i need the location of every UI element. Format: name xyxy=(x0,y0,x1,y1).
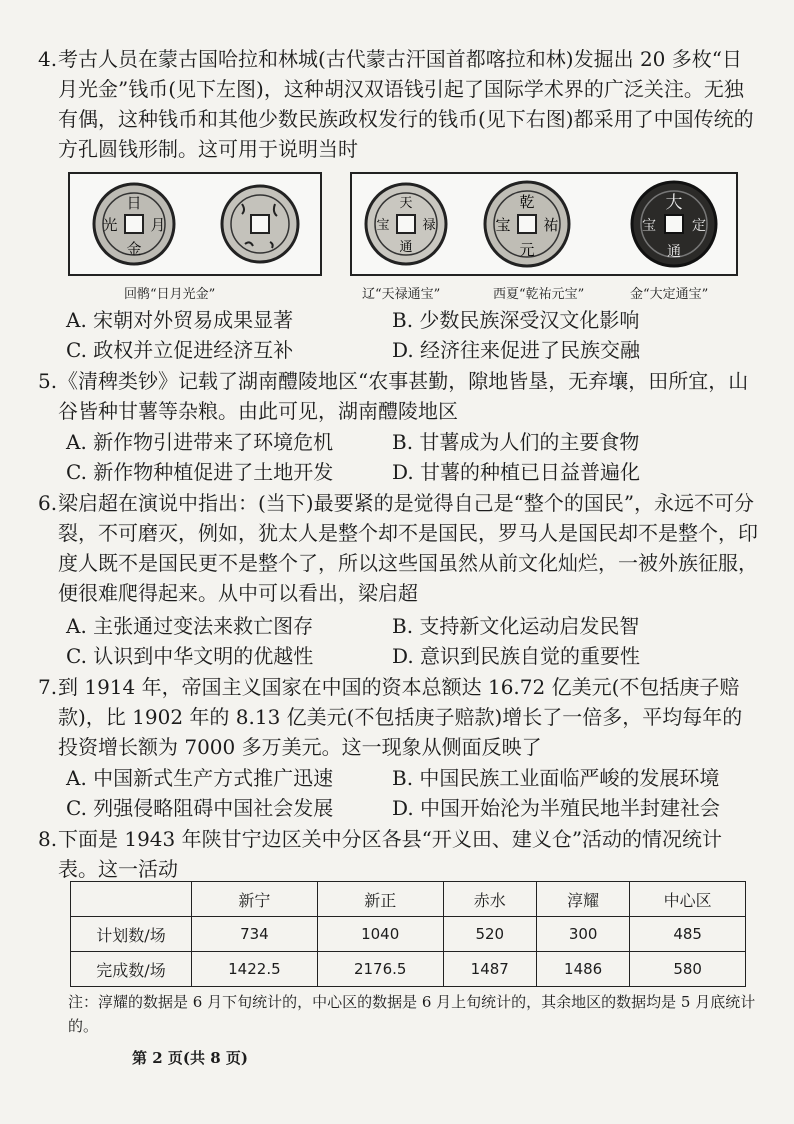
table-header-row xyxy=(71,882,746,917)
question-number: 8. xyxy=(38,827,58,851)
option-d[interactable]: D. 意识到民族自觉的重要性 xyxy=(392,644,641,668)
table-header-cell: 赤水 xyxy=(443,882,536,917)
jin-coin xyxy=(632,182,716,266)
question-number: 5. xyxy=(38,369,58,393)
table-cell: 734 xyxy=(192,917,318,952)
table-cell: 1487 xyxy=(443,952,536,987)
table-cell: 520 xyxy=(443,917,536,952)
option-b[interactable]: B. 甘薯成为人们的主要食物 xyxy=(392,430,640,454)
coin-char: 日 xyxy=(126,194,142,212)
option-b[interactable]: B. 中国民族工业面临严峻的发展环境 xyxy=(392,766,720,790)
table-header-cell: 淳耀 xyxy=(536,882,629,917)
coin-char: 通 xyxy=(667,244,681,260)
table-cell: 1040 xyxy=(317,917,443,952)
coin-char: 定 xyxy=(692,218,706,234)
option-c[interactable]: C. 新作物种植促进了土地开发 xyxy=(66,460,334,484)
coin-char: 通 xyxy=(399,240,413,255)
table-row-label: 完成数/场 xyxy=(71,952,192,987)
coin-char: 乾 xyxy=(519,193,535,211)
table-header-cell: 中心区 xyxy=(630,882,746,917)
coin-caption: 金“大定通宝” xyxy=(630,287,709,302)
coin-caption: 西夏“乾祐元宝” xyxy=(493,287,585,302)
coin-caption: 辽“天禄通宝” xyxy=(362,287,441,302)
option-c[interactable]: C. 政权并立促进经济互补 xyxy=(66,338,294,362)
table-cell: 485 xyxy=(630,917,746,952)
table-header-cell xyxy=(71,882,192,917)
table-header-cell: 新宁 xyxy=(192,882,318,917)
statistics-table xyxy=(70,881,746,987)
question-number: 4. xyxy=(38,47,58,71)
coin-image-right xyxy=(350,172,738,276)
xixia-coin xyxy=(485,182,569,266)
option-b[interactable]: B. 少数民族深受汉文化影响 xyxy=(392,308,640,332)
question-stem: 考古人员在蒙古国哈拉和林城(古代蒙古汗国首都喀拉和林)发掘出 20 多枚“日月光金”钱币(见下左图)，这种胡汉双语钱引起了国际学术界的广泛关注。无独有偶，这种钱币和其他少数民族政权发行的钱币(见下右图)都采用了中国传统的方孔圆钱形制。这可用于说明当时 xyxy=(58,47,754,161)
coin-char: 宝 xyxy=(376,218,390,233)
coin-char: 宝 xyxy=(495,216,511,234)
option-a[interactable]: A. 宋朝对外贸易成果显著 xyxy=(66,308,294,332)
question-number: 7. xyxy=(38,675,58,699)
question-6 xyxy=(38,488,758,608)
question-stem: 《清稗类钞》记载了湖南醴陵地区“农事甚勤，隙地皆垦，无弃壤，田所宜，山谷皆种甘薯等杂粮。由此可见，湖南醴陵地区 xyxy=(58,369,749,423)
coin-caption: 回鹘“日月光金” xyxy=(124,287,216,302)
table-row xyxy=(71,917,746,952)
page-footer: 第 2 页(共 8 页) xyxy=(132,1049,248,1067)
coin-char: 宝 xyxy=(642,218,656,234)
option-a[interactable]: A. 主张通过变法来救亡图存 xyxy=(66,614,314,638)
option-d[interactable]: D. 经济往来促进了民族交融 xyxy=(392,338,641,362)
question-8 xyxy=(38,824,758,884)
coin-reverse xyxy=(222,186,298,262)
coin-char: 月 xyxy=(150,216,166,234)
option-a[interactable]: A. 新作物引进带来了环境危机 xyxy=(66,430,334,454)
option-c[interactable]: C. 列强侵略阻碍中国社会发展 xyxy=(66,796,334,820)
coin-char: 祐 xyxy=(543,216,559,234)
option-d[interactable]: D. 甘薯的种植已日益普遍化 xyxy=(392,460,641,484)
liao-coin xyxy=(366,184,446,264)
question-stem: 到 1914 年，帝国主义国家在中国的资本总额达 16.72 亿美元(不包括庚子赔款)，比 1902 年的 8.13 亿美元(不包括庚子赔款)增长了一倍多，平均每年的投资增长额为 7000 多万美元。这一现象从侧面反映了 xyxy=(58,675,743,759)
table-cell: 580 xyxy=(630,952,746,987)
coin-char: 光 xyxy=(102,216,118,234)
table-header-cell: 新正 xyxy=(317,882,443,917)
coin-char: 禄 xyxy=(422,218,436,233)
coin-char: 金 xyxy=(126,240,142,258)
table-cell: 300 xyxy=(536,917,629,952)
coin-char: 天 xyxy=(399,196,413,211)
coin-image-left xyxy=(68,172,322,276)
question-number: 6. xyxy=(38,491,58,515)
table-cell: 2176.5 xyxy=(317,952,443,987)
table-row xyxy=(71,952,746,987)
table-cell: 1486 xyxy=(536,952,629,987)
option-a[interactable]: A. 中国新式生产方式推广迅速 xyxy=(66,766,334,790)
coin-char: 元 xyxy=(519,241,535,259)
table-row-label: 计划数/场 xyxy=(71,917,192,952)
coin-char: 大 xyxy=(665,193,683,213)
question-5 xyxy=(38,366,758,426)
option-d[interactable]: D. 中国开始沦为半殖民地半封建社会 xyxy=(392,796,721,820)
table-cell: 1422.5 xyxy=(192,952,318,987)
huigu-coins-icon xyxy=(70,174,320,274)
question-4 xyxy=(38,44,758,164)
coin-obverse xyxy=(94,184,174,264)
dynasty-coins-icon xyxy=(352,174,736,274)
question-7 xyxy=(38,672,758,762)
option-b[interactable]: B. 支持新文化运动启发民智 xyxy=(392,614,640,638)
question-stem: 下面是 1943 年陕甘宁边区关中分区各县“开义田、建义仓”活动的情况统计表。这一活动 xyxy=(58,827,723,881)
question-stem: 梁启超在演说中指出：(当下)最要紧的是觉得自己是“整个的国民”，永远不可分裂，不可磨灭，例如，犹太人是整个却不是国民，罗马人是国民却不是整个，印度人既不是国民更不是整个了，所以这些国虽然从前文化灿烂，一被外族征服，便很难爬得起来。从中可以看出，梁启超 xyxy=(58,491,758,605)
option-c[interactable]: C. 认识到中华文明的优越性 xyxy=(66,644,314,668)
table-note: 注：淳耀的数据是 6 月下旬统计的，中心区的数据是 6 月上旬统计的，其余地区的数据均是 5 月底统计的。 xyxy=(68,993,756,1035)
